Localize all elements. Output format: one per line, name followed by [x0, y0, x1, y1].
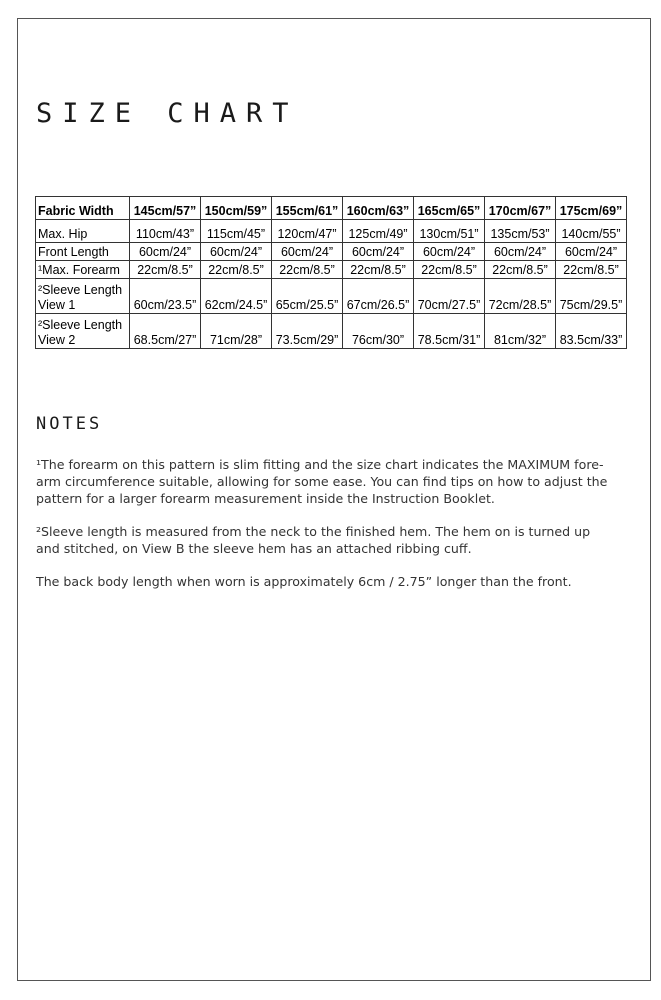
- column-header: 160cm/63”: [343, 197, 414, 220]
- table-cell: 60cm/24”: [130, 243, 201, 261]
- table-cell: 140cm/55”: [556, 220, 627, 243]
- column-header: 150cm/59”: [201, 197, 272, 220]
- note-back-length: The back body length when worn is approximately 6cm / 2.75” longer than the front.: [36, 574, 572, 589]
- table-cell: 135cm/53”: [485, 220, 556, 243]
- column-header: 165cm/65”: [414, 197, 485, 220]
- table-cell: 22cm/8.5”: [343, 261, 414, 279]
- note-sleeve-length: ²Sleeve length is measured from the neck to the finished hem. The hem on is turned up and stitched, on View B the sleeve hem has an attached ribbing cuff.: [36, 524, 591, 556]
- table-cell: 70cm/27.5”: [414, 279, 485, 314]
- table-row: [36, 314, 627, 349]
- table-cell: 22cm/8.5”: [130, 261, 201, 279]
- table-cell: 120cm/47”: [272, 220, 343, 243]
- table-cell: 60cm/24”: [485, 243, 556, 261]
- note-forearm: ¹The forearm on this pattern is slim fitting and the size chart indicates the MAXIMUM fore-arm circumference suitable, allowing for some ease. You can find tips on how to adjust the pattern for a larger forearm measurement inside the Instruction Booklet.: [36, 457, 608, 506]
- table-row: [36, 220, 627, 243]
- table-row: [36, 243, 627, 261]
- table-cell: 67cm/26.5”: [343, 279, 414, 314]
- table-cell: 72cm/28.5”: [485, 279, 556, 314]
- notes-section: [36, 456, 616, 606]
- table-cell: 71cm/28”: [201, 314, 272, 349]
- table-cell: 22cm/8.5”: [414, 261, 485, 279]
- table-cell: 60cm/24”: [201, 243, 272, 261]
- table-header-row: [36, 197, 627, 220]
- table-cell: 75cm/29.5”: [556, 279, 627, 314]
- table-cell: 130cm/51”: [414, 220, 485, 243]
- table-cell: 60cm/23.5”: [130, 279, 201, 314]
- table-cell: 83.5cm/33”: [556, 314, 627, 349]
- table-cell: 22cm/8.5”: [485, 261, 556, 279]
- table-cell: 76cm/30”: [343, 314, 414, 349]
- fabric-width-header: Fabric Width: [36, 197, 130, 220]
- table-row: [36, 279, 627, 314]
- page-title: SIZE CHART: [36, 98, 299, 129]
- column-header: 145cm/57”: [130, 197, 201, 220]
- table-cell: 60cm/24”: [343, 243, 414, 261]
- table-cell: 78.5cm/31”: [414, 314, 485, 349]
- table-cell: 60cm/24”: [414, 243, 485, 261]
- table-cell: 115cm/45”: [201, 220, 272, 243]
- table-cell: 22cm/8.5”: [201, 261, 272, 279]
- column-header: 155cm/61”: [272, 197, 343, 220]
- table-cell: 22cm/8.5”: [272, 261, 343, 279]
- row-label: ¹Max. Forearm: [36, 261, 130, 279]
- table-cell: 65cm/25.5”: [272, 279, 343, 314]
- table-cell: 73.5cm/29”: [272, 314, 343, 349]
- column-header: 175cm/69”: [556, 197, 627, 220]
- row-label: ²Sleeve Length View 2: [36, 314, 130, 349]
- row-label: Max. Hip: [36, 220, 130, 243]
- table-cell: 22cm/8.5”: [556, 261, 627, 279]
- size-chart-table: [35, 196, 627, 349]
- table-cell: 62cm/24.5”: [201, 279, 272, 314]
- table-cell: 125cm/49”: [343, 220, 414, 243]
- column-header: 170cm/67”: [485, 197, 556, 220]
- table-cell: 68.5cm/27”: [130, 314, 201, 349]
- table-cell: 110cm/43”: [130, 220, 201, 243]
- row-label: Front Length: [36, 243, 130, 261]
- table-cell: 60cm/24”: [556, 243, 627, 261]
- table-cell: 81cm/32”: [485, 314, 556, 349]
- row-label: ²Sleeve Length View 1: [36, 279, 130, 314]
- notes-heading: NOTES: [36, 414, 103, 434]
- table-row: [36, 261, 627, 279]
- table-cell: 60cm/24”: [272, 243, 343, 261]
